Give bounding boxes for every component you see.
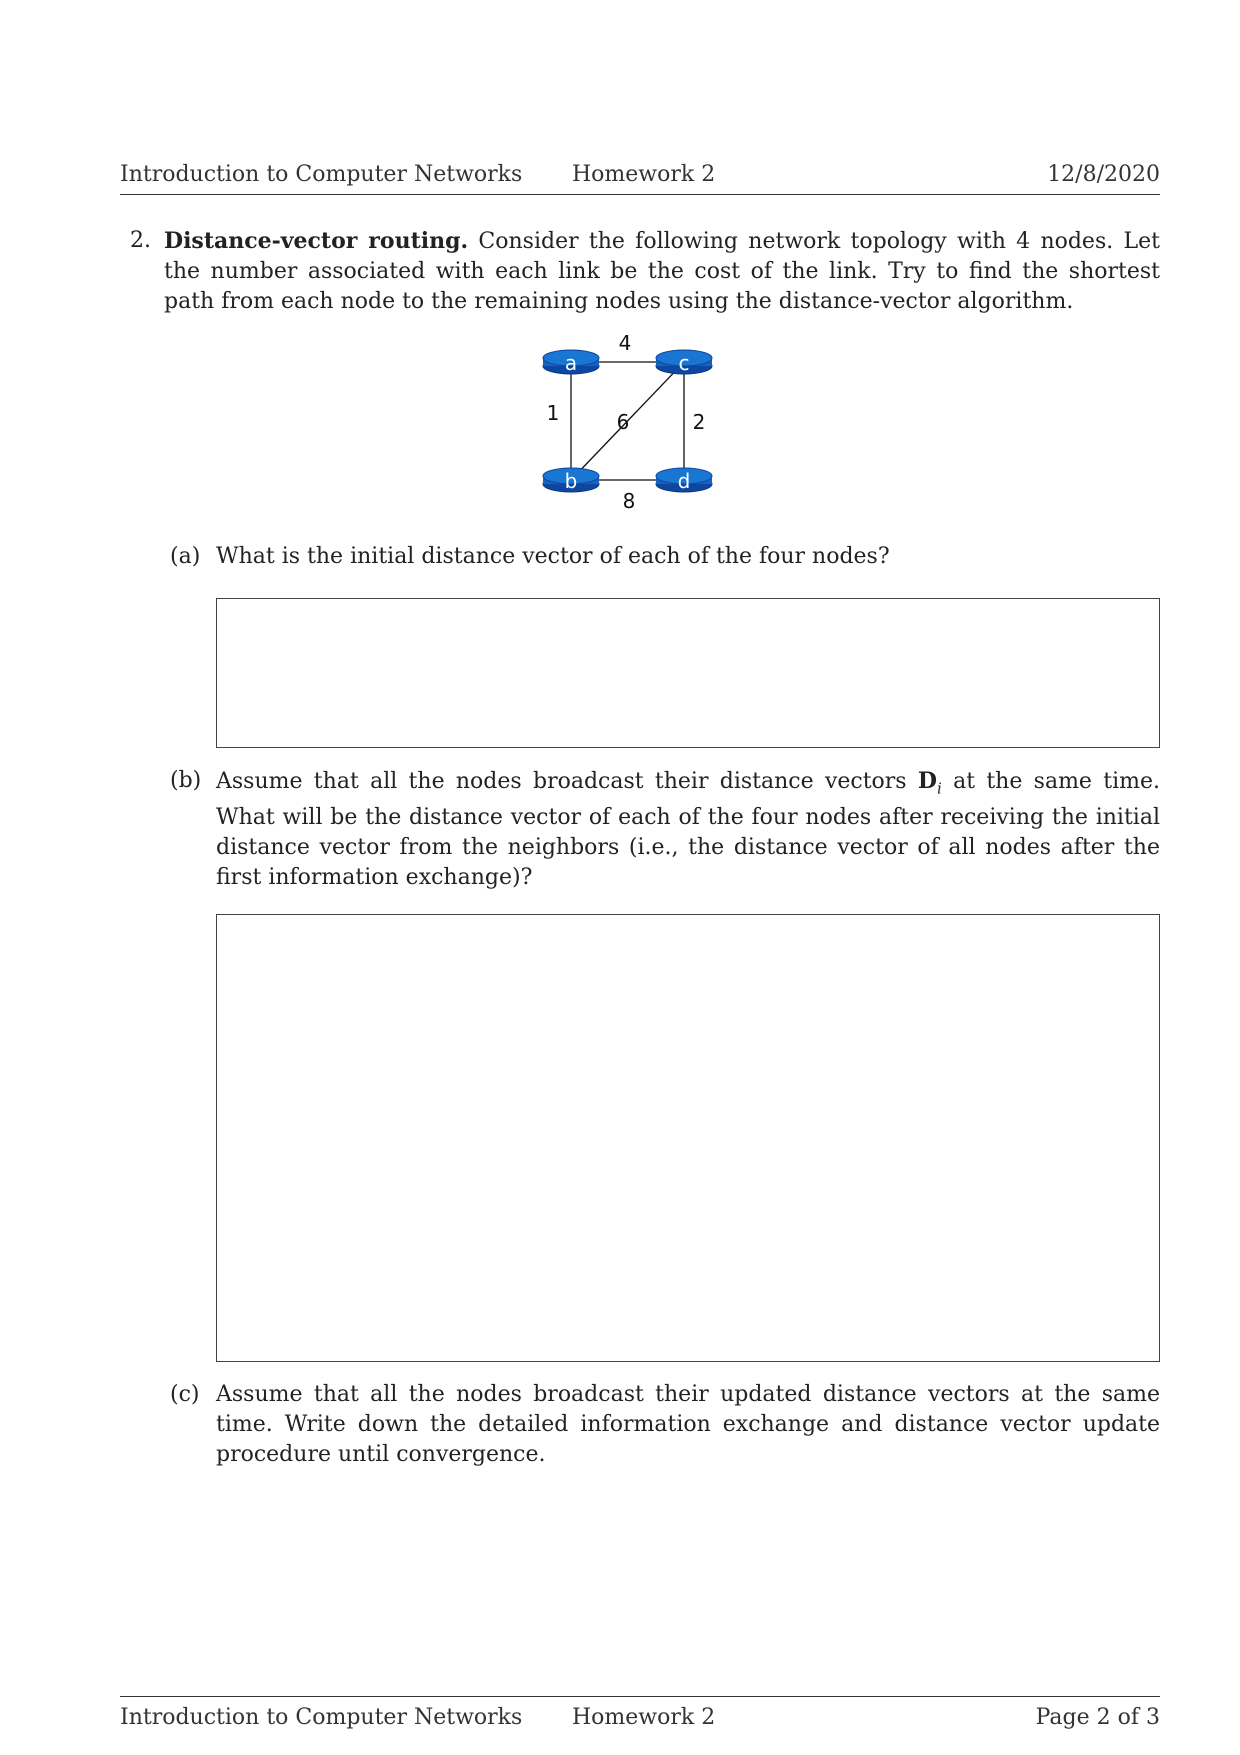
distance-vector-symbol: D — [917, 768, 937, 794]
cost-label-c-d: 2 — [692, 410, 706, 434]
cost-label-a-b: 1 — [546, 401, 560, 425]
question-a — [170, 542, 1160, 572]
cost-label-b-c: 6 — [616, 410, 630, 434]
topology-diagram — [545, 331, 735, 520]
question-c — [170, 1380, 1160, 1470]
question-c-label: (c) — [170, 1382, 200, 1407]
network-topology-figure — [545, 331, 735, 520]
question-b-label: (b) — [170, 768, 202, 793]
question-b — [170, 766, 1160, 893]
page-footer — [120, 1696, 1160, 1739]
answer-box-a[interactable] — [216, 598, 1160, 748]
problem-statement — [120, 226, 1160, 317]
problem-number: 2. — [130, 228, 151, 253]
router-node-b — [543, 468, 599, 493]
router-node-a — [543, 350, 599, 375]
question-b-text — [216, 766, 1160, 893]
page-header — [120, 160, 1160, 195]
footer-assignment: Homework 2 — [572, 1705, 716, 1730]
question-c-text: Assume that all the nodes broadcast their updated distance vectors at the same time. Write down the detailed information exchange and distance vector update procedure until convergence. — [216, 1382, 1160, 1467]
node-label-c: c — [678, 351, 690, 375]
cost-label-a-c: 4 — [618, 331, 632, 355]
footer-page-number: Page 2 of 3 — [1035, 1705, 1160, 1730]
node-label-a: a — [564, 351, 578, 375]
cost-label-b-d: 8 — [622, 489, 636, 513]
router-node-c — [656, 350, 712, 375]
question-a-label: (a) — [170, 544, 201, 569]
problem-title: Distance-vector routing. — [164, 228, 469, 254]
problem-text: Consider the following network topology with 4 nodes. Let the number associated with each link be the cost of the link. Try to find the shortest path from each node to the remaining nodes using the distance-vector algorithm. — [164, 229, 1160, 314]
router-node-d — [656, 468, 712, 493]
question-b-text-before: Assume that all the nodes broadcast their distance vectors — [216, 769, 918, 794]
node-label-d: d — [677, 469, 691, 493]
answer-box-b[interactable] — [216, 914, 1160, 1362]
footer-course: Introduction to Computer Networks — [120, 1705, 523, 1730]
header-date: 12/8/2020 — [1047, 162, 1160, 187]
distance-vector-subscript: i — [936, 779, 942, 798]
question-b-text-after: at the same time. What will be the distance vector of each of the four nodes after receiving the initial distance vector from the neighbors (i.e., the distance vector of all nodes after the first information exchange)? — [216, 769, 1161, 891]
question-a-text: What is the initial distance vector of each of the four nodes? — [216, 544, 890, 569]
header-course: Introduction to Computer Networks — [120, 162, 523, 187]
node-label-b: b — [564, 469, 578, 493]
header-assignment: Homework 2 — [572, 162, 716, 187]
